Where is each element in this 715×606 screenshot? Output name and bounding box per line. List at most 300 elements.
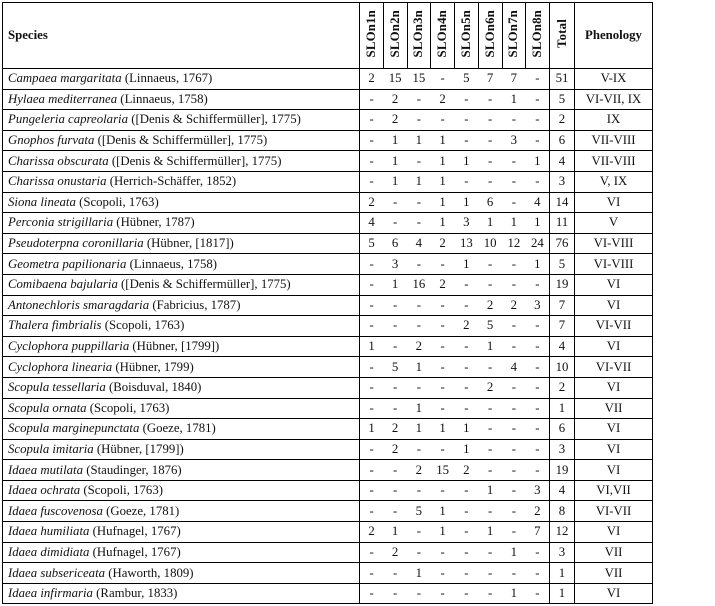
species-author: (Haworth, 1809): [105, 565, 194, 580]
site-count-cell: -: [360, 583, 384, 604]
species-author: (Scopoli, 1763): [75, 194, 159, 209]
species-author: (Scopoli, 1763): [80, 483, 163, 498]
site-count-cell: -: [526, 274, 550, 295]
site-count-cell: -: [526, 563, 550, 584]
species-cell: [3, 563, 360, 584]
species-name: Idaea fuscovenosa: [8, 503, 103, 518]
site-count-cell: 6: [383, 233, 407, 254]
site-count-cell: -: [502, 192, 526, 213]
table-row: [3, 542, 653, 563]
total-cell: 2: [550, 377, 575, 398]
site-count-cell: 5: [478, 316, 502, 337]
site-count-cell: -: [526, 398, 550, 419]
phenology-cell: VII: [575, 563, 653, 584]
site-count-cell: 1: [431, 171, 455, 192]
table-body: [3, 69, 653, 604]
site-count-cell: -: [360, 110, 384, 131]
site-count-cell: -: [360, 377, 384, 398]
species-author: (Hufnagel, 1767): [89, 544, 181, 559]
site-count-cell: -: [407, 377, 431, 398]
phenology-cell: VI-VIII: [575, 233, 653, 254]
site-count-cell: 2: [360, 192, 384, 213]
site-count-cell: 1: [502, 583, 526, 604]
species-author: ([Denis & Schiffermüller], 1775): [128, 112, 301, 127]
phenology-cell: V, IX: [575, 171, 653, 192]
species-cell: [3, 522, 360, 543]
table-row: [3, 254, 653, 275]
species-cell: [3, 171, 360, 192]
species-name: Idaea mutilata: [8, 462, 83, 477]
table-row: [3, 439, 653, 460]
site-count-cell: 13: [455, 233, 479, 254]
site-count-cell: 1: [383, 130, 407, 151]
species-author: ([Denis & Schiffermüller], 1775): [108, 153, 282, 168]
total-cell: 1: [550, 563, 575, 584]
table-row: [3, 480, 653, 501]
site-count-cell: -: [431, 254, 455, 275]
site-count-cell: 3: [526, 295, 550, 316]
total-cell: 3: [550, 542, 575, 563]
site-count-cell: 5: [407, 501, 431, 522]
species-cell: [3, 357, 360, 378]
site-count-cell: 1: [407, 130, 431, 151]
header-species: Species: [3, 3, 360, 69]
site-count-cell: -: [455, 377, 479, 398]
site-count-cell: 3: [455, 213, 479, 234]
site-count-cell: -: [431, 295, 455, 316]
species-cell: [3, 233, 360, 254]
species-cell: [3, 89, 360, 110]
table-row: [3, 522, 653, 543]
table-row: [3, 398, 653, 419]
site-count-cell: -: [502, 110, 526, 131]
site-count-cell: -: [478, 542, 502, 563]
site-count-cell: 10: [478, 233, 502, 254]
site-count-cell: -: [526, 460, 550, 481]
total-cell: 76: [550, 233, 575, 254]
site-count-cell: -: [455, 171, 479, 192]
site-count-cell: 2: [360, 522, 384, 543]
species-cell: [3, 377, 360, 398]
site-count-cell: -: [478, 501, 502, 522]
site-count-cell: -: [431, 563, 455, 584]
site-count-cell: -: [360, 460, 384, 481]
site-count-cell: -: [407, 439, 431, 460]
site-count-cell: 1: [478, 522, 502, 543]
species-author: (Rambur, 1833): [92, 586, 178, 601]
site-count-cell: -: [502, 501, 526, 522]
site-count-cell: 2: [526, 501, 550, 522]
site-count-cell: 1: [407, 419, 431, 440]
table-row: [3, 460, 653, 481]
site-count-cell: -: [455, 563, 479, 584]
site-count-cell: 3: [502, 130, 526, 151]
site-count-cell: -: [431, 583, 455, 604]
site-count-cell: -: [526, 336, 550, 357]
site-count-cell: -: [407, 316, 431, 337]
species-cell: [3, 542, 360, 563]
total-cell: 6: [550, 419, 575, 440]
site-count-cell: -: [360, 274, 384, 295]
species-author: (Hufnagel, 1767): [89, 524, 181, 539]
site-count-cell: -: [360, 398, 384, 419]
phenology-cell: VI: [575, 295, 653, 316]
site-count-cell: 2: [383, 542, 407, 563]
site-count-cell: -: [383, 316, 407, 337]
site-count-cell: -: [502, 254, 526, 275]
site-count-cell: -: [383, 583, 407, 604]
site-count-cell: -: [431, 336, 455, 357]
phenology-cell: VI-VII: [575, 357, 653, 378]
site-count-cell: 16: [407, 274, 431, 295]
site-count-cell: -: [360, 316, 384, 337]
site-count-cell: -: [407, 583, 431, 604]
site-count-cell: 2: [431, 274, 455, 295]
header-site-7: SLOn7n: [502, 3, 526, 69]
site-count-cell: -: [383, 192, 407, 213]
species-name: Cyclophora puppillaria: [8, 339, 130, 354]
site-count-cell: -: [431, 110, 455, 131]
site-count-cell: 1: [526, 151, 550, 172]
site-count-cell: 7: [526, 522, 550, 543]
site-count-cell: 1: [478, 213, 502, 234]
site-count-cell: -: [455, 274, 479, 295]
species-name: Idaea ochrata: [8, 483, 81, 498]
species-name: Antonechloris smaragdaria: [8, 297, 150, 312]
species-name: Scopula imitaria: [8, 441, 94, 456]
phenology-cell: VI: [575, 583, 653, 604]
site-count-cell: -: [407, 254, 431, 275]
total-cell: 5: [550, 254, 575, 275]
site-count-cell: -: [478, 110, 502, 131]
site-count-cell: 1: [502, 89, 526, 110]
site-count-cell: 1: [407, 563, 431, 584]
site-count-cell: 1: [526, 213, 550, 234]
site-count-cell: 1: [407, 357, 431, 378]
site-count-cell: 1: [383, 171, 407, 192]
site-count-cell: -: [431, 398, 455, 419]
species-cell: [3, 583, 360, 604]
site-count-cell: -: [526, 357, 550, 378]
species-name: Siona lineata: [8, 194, 76, 209]
species-name: Scopula tessellaria: [8, 380, 106, 395]
site-count-cell: 1: [407, 171, 431, 192]
species-name: Scopula marginepunctata: [8, 421, 140, 436]
phenology-cell: VI: [575, 274, 653, 295]
site-count-cell: -: [360, 480, 384, 501]
site-count-cell: 2: [478, 295, 502, 316]
site-count-cell: -: [502, 336, 526, 357]
species-cell: [3, 480, 360, 501]
phenology-cell: VI: [575, 336, 653, 357]
species-cell: [3, 419, 360, 440]
site-count-cell: -: [383, 563, 407, 584]
total-cell: 4: [550, 480, 575, 501]
site-count-cell: 2: [383, 110, 407, 131]
site-count-cell: -: [526, 89, 550, 110]
species-name: Perconia strigillaria: [8, 215, 114, 230]
site-count-cell: -: [383, 480, 407, 501]
site-count-cell: -: [407, 151, 431, 172]
site-count-cell: 1: [383, 151, 407, 172]
site-count-cell: -: [455, 89, 479, 110]
site-count-cell: -: [478, 398, 502, 419]
phenology-cell: VII-VIII: [575, 130, 653, 151]
species-name: Idaea infirmaria: [8, 586, 93, 601]
species-author: (Hübner, [1817]): [143, 236, 234, 251]
total-cell: 10: [550, 357, 575, 378]
species-author: (Linnaeus, 1767): [121, 71, 213, 86]
site-count-cell: -: [502, 460, 526, 481]
species-name: Charissa onustaria: [8, 174, 107, 189]
total-cell: 19: [550, 274, 575, 295]
table-row: [3, 295, 653, 316]
table-row: [3, 563, 653, 584]
species-table: [2, 2, 653, 604]
site-count-cell: 1: [431, 501, 455, 522]
species-name: Comibaena bajularia: [8, 277, 118, 292]
species-author: (Linnaeus, 1758): [126, 256, 217, 271]
site-count-cell: 2: [431, 233, 455, 254]
site-count-cell: 5: [383, 357, 407, 378]
site-count-cell: -: [360, 130, 384, 151]
site-count-cell: -: [407, 213, 431, 234]
site-count-cell: 1: [455, 254, 479, 275]
species-author: (Linnaeus, 1758): [117, 91, 208, 106]
site-count-cell: -: [407, 295, 431, 316]
site-count-cell: -: [502, 377, 526, 398]
site-count-cell: 1: [431, 213, 455, 234]
phenology-cell: V: [575, 213, 653, 234]
site-count-cell: -: [502, 480, 526, 501]
phenology-cell: VI: [575, 522, 653, 543]
site-count-cell: -: [431, 480, 455, 501]
total-cell: 4: [550, 151, 575, 172]
site-count-cell: 1: [360, 336, 384, 357]
species-cell: [3, 336, 360, 357]
site-count-cell: 1: [431, 419, 455, 440]
table-row: [3, 151, 653, 172]
site-count-cell: -: [526, 130, 550, 151]
header-site-6: SLOn6n: [478, 3, 502, 69]
species-author: (Hübner, [1799]): [93, 441, 184, 456]
site-count-cell: -: [455, 110, 479, 131]
site-count-cell: -: [455, 336, 479, 357]
site-count-cell: -: [502, 151, 526, 172]
site-count-cell: -: [383, 460, 407, 481]
site-count-cell: -: [455, 501, 479, 522]
species-cell: [3, 69, 360, 90]
species-cell: [3, 192, 360, 213]
site-count-cell: -: [431, 542, 455, 563]
total-cell: 3: [550, 439, 575, 460]
site-count-cell: -: [502, 398, 526, 419]
header-site-5: SLOn5n: [455, 3, 479, 69]
site-count-cell: -: [431, 439, 455, 460]
species-cell: [3, 254, 360, 275]
site-count-cell: 3: [383, 254, 407, 275]
site-count-cell: 7: [502, 69, 526, 90]
phenology-cell: VI: [575, 439, 653, 460]
site-count-cell: -: [502, 419, 526, 440]
species-author: (Scopoli, 1763): [86, 400, 170, 415]
phenology-cell: VI-VII: [575, 501, 653, 522]
site-count-cell: -: [526, 439, 550, 460]
species-name: Campaea margaritata: [8, 71, 122, 86]
table-row: [3, 583, 653, 604]
site-count-cell: 2: [431, 89, 455, 110]
site-count-cell: 3: [526, 480, 550, 501]
site-count-cell: -: [360, 563, 384, 584]
site-count-cell: -: [383, 501, 407, 522]
site-count-cell: -: [526, 316, 550, 337]
total-cell: 1: [550, 583, 575, 604]
site-count-cell: -: [407, 110, 431, 131]
phenology-cell: VII: [575, 398, 653, 419]
total-cell: 8: [550, 501, 575, 522]
species-name: Thalera fimbrialis: [8, 318, 102, 333]
phenology-cell: VI-VIII: [575, 254, 653, 275]
phenology-cell: VII-VIII: [575, 151, 653, 172]
total-cell: 19: [550, 460, 575, 481]
species-name: Idaea humiliata: [8, 524, 90, 539]
site-count-cell: 1: [431, 130, 455, 151]
site-count-cell: 2: [383, 439, 407, 460]
site-count-cell: 1: [455, 151, 479, 172]
site-count-cell: -: [360, 295, 384, 316]
site-count-cell: -: [478, 254, 502, 275]
site-count-cell: -: [407, 522, 431, 543]
site-count-cell: -: [478, 357, 502, 378]
phenology-cell: VI: [575, 460, 653, 481]
site-count-cell: -: [455, 542, 479, 563]
table-row: [3, 419, 653, 440]
site-count-cell: -: [502, 522, 526, 543]
site-count-cell: 2: [407, 460, 431, 481]
phenology-cell: IX: [575, 110, 653, 131]
site-count-cell: 4: [526, 192, 550, 213]
site-count-cell: -: [478, 89, 502, 110]
site-count-cell: 1: [431, 151, 455, 172]
site-count-cell: -: [383, 213, 407, 234]
site-count-cell: 15: [407, 69, 431, 90]
species-author: (Goeze, 1781): [139, 421, 216, 436]
site-count-cell: 15: [383, 69, 407, 90]
site-count-cell: 1: [360, 419, 384, 440]
phenology-cell: VI: [575, 419, 653, 440]
site-count-cell: -: [431, 316, 455, 337]
site-count-cell: 2: [383, 419, 407, 440]
site-count-cell: -: [431, 377, 455, 398]
site-count-cell: -: [360, 439, 384, 460]
species-name: Charissa obscurata: [8, 153, 109, 168]
total-cell: 11: [550, 213, 575, 234]
table-row: [3, 69, 653, 90]
species-author: (Hübner, 1799): [112, 359, 194, 374]
header-site-4: SLOn4n: [431, 3, 455, 69]
site-count-cell: 1: [455, 439, 479, 460]
site-count-cell: 1: [455, 192, 479, 213]
species-author: (Staudinger, 1876): [83, 462, 182, 477]
species-name: Geometra papilionaria: [8, 256, 127, 271]
species-name: Idaea dimidiata: [8, 544, 90, 559]
site-count-cell: -: [502, 171, 526, 192]
total-cell: 12: [550, 522, 575, 543]
species-author: ([Denis & Schiffermüller], 1775): [94, 133, 268, 148]
site-count-cell: 1: [478, 480, 502, 501]
species-cell: [3, 110, 360, 131]
site-count-cell: -: [455, 583, 479, 604]
table-row: [3, 89, 653, 110]
species-name: Hylaea mediterranea: [8, 91, 118, 106]
site-count-cell: -: [478, 583, 502, 604]
site-count-cell: 4: [407, 233, 431, 254]
header-site-8: SLOn8n: [526, 3, 550, 69]
site-count-cell: -: [526, 542, 550, 563]
table-row: [3, 192, 653, 213]
site-count-cell: -: [431, 69, 455, 90]
site-count-cell: -: [526, 583, 550, 604]
site-count-cell: -: [407, 192, 431, 213]
site-count-cell: -: [455, 357, 479, 378]
site-count-cell: 1: [526, 254, 550, 275]
site-count-cell: -: [383, 398, 407, 419]
species-author: (Fabricius, 1787): [149, 297, 241, 312]
site-count-cell: 5: [455, 69, 479, 90]
table-row: [3, 336, 653, 357]
site-count-cell: 2: [455, 460, 479, 481]
site-count-cell: 1: [478, 336, 502, 357]
site-count-cell: 2: [383, 89, 407, 110]
table-row: [3, 130, 653, 151]
site-count-cell: 4: [502, 357, 526, 378]
site-count-cell: -: [383, 336, 407, 357]
site-count-cell: -: [360, 357, 384, 378]
site-count-cell: -: [360, 254, 384, 275]
species-cell: [3, 295, 360, 316]
site-count-cell: 1: [383, 274, 407, 295]
site-count-cell: -: [478, 274, 502, 295]
site-count-cell: -: [526, 69, 550, 90]
phenology-cell: VI-VII: [575, 316, 653, 337]
total-cell: 6: [550, 130, 575, 151]
header-total: Total: [550, 3, 575, 69]
site-count-cell: -: [360, 501, 384, 522]
site-count-cell: -: [478, 419, 502, 440]
species-author: (Hübner, 1787): [113, 215, 195, 230]
site-count-cell: -: [502, 439, 526, 460]
species-cell: [3, 213, 360, 234]
phenology-cell: VII: [575, 542, 653, 563]
site-count-cell: -: [455, 398, 479, 419]
species-name: Idaea subsericeata: [8, 565, 106, 580]
site-count-cell: 1: [431, 522, 455, 543]
table-row: [3, 357, 653, 378]
species-author: (Boisduval, 1840): [105, 380, 202, 395]
header-phenology: Phenology: [575, 3, 653, 69]
site-count-cell: -: [360, 151, 384, 172]
site-count-cell: -: [407, 89, 431, 110]
total-cell: 2: [550, 110, 575, 131]
site-count-cell: 2: [360, 69, 384, 90]
table-row: [3, 316, 653, 337]
site-count-cell: 1: [502, 542, 526, 563]
site-count-cell: 24: [526, 233, 550, 254]
site-count-cell: -: [360, 542, 384, 563]
total-cell: 4: [550, 336, 575, 357]
species-author: (Herrich-Schäffer, 1852): [106, 174, 237, 189]
site-count-cell: 2: [407, 336, 431, 357]
